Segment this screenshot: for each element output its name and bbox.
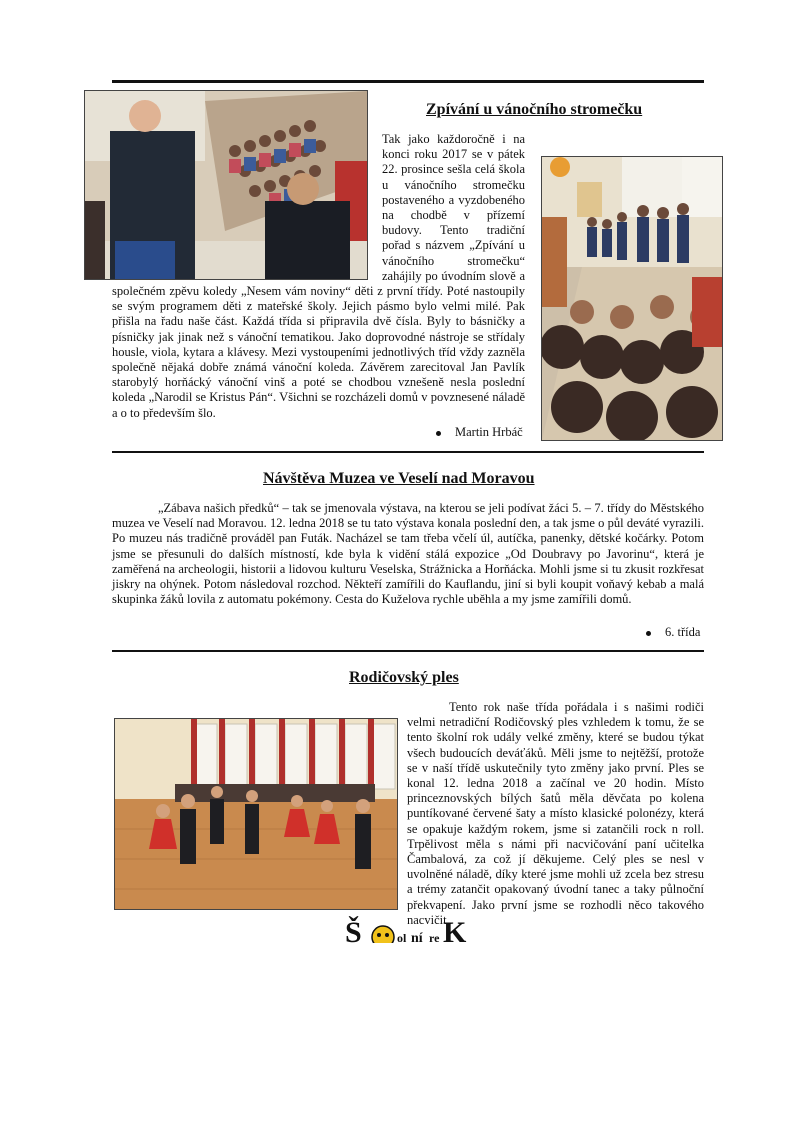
article-title-ball: Rodičovský ples [349, 669, 459, 686]
svg-text:ol: ol [397, 931, 407, 943]
divider-2 [112, 650, 704, 652]
article-author-museum [646, 625, 700, 640]
article-text-museum: „Zábava našich předků“ – tak se jmenovala výstava, na kterou se jeli podívat žáci 5. – 7. třídy do Městského muzea ve Veselí nad Moravou. 12. ledna 2018 se tu tato výstava konala poslední den, a tak jsme o půl deváté vyrazili. Po muzeu nás tradičně prováděl pan Futák. Nacházel se tam třeba včelí úl, autíčka, panenky, dětské kočárky. Potom jsme se přesunuli do dalších místností, kde byla k vidění stálá expozice „Od Doubravy po Javorinu“, která je zaměřená na archeologii, historii a lidovou kulturu Veselska, Strážnicka a Horňácka. Mohli jsme si tu zkusit rozkřesat jiskry na ohýnek. Potom následoval rozchod. Někteří zamířili do Kauflandu, jiní si byli koupit voňavý kebab a malá skupinka žáků lovila z automatu pokémony. Cesta do Kuželova rychle uběhla a my jsme zamířili domů. [112, 501, 704, 607]
svg-text:Š: Š [345, 916, 362, 943]
article-title-museum: Návštěva Muzea ve Veselí nad Moravou [263, 470, 535, 487]
article-text-ball: Tento rok naše třída pořádala i s našimi rodiči velmi netradiční Rodičovský ples vzhledem k tomu, že se tento školní rok udály velké změny, které se budou týkat všech budoucích deváťáků. Měli jsme to nejtěžší, protože se v naší třídě uskutečnily tyto změny jako první. Ples se konal 12. ledna 2018 a začínal ve 20 hodin. Místo princeznovských bílých šatů měla děvčata po kolena puntíkované červené šaty a místo klasické polonézy, která se opakuje každým rokem, jsme si zatančili rock n roll. Trpělivost měla s námi při nacvičování paní učitelka Čambalová, za což jí děkujeme. Celý ples se nesl v uvolněné náladě, díky které jsme mohli už zcela bez stresu a trémy zatančit opakovaný úvodní tanec a taky půlnoční překvapení. Jako první jsme se rozhodli něco takového nacvičit, [407, 700, 704, 927]
bullet-icon [646, 631, 651, 636]
article-title-singing: Zpívání u vánočního stromečku [426, 101, 643, 118]
article-text-singing: Tak jako každoročně i na konci roku 2017 se v pátek 22. prosince sešla celá škola u vánočního stromečku postaveného a vyzdobeného na chodbě v přízemí budovy. Tento tradiční pořad s názvem „Zpívání u vánočního stromečku“ zahájily po úvodním slově a společném zpěvu koledy „Nesem vám noviny“ děti z první třídy. Poté nastoupily se svým programem děti z mateřské školy. Jejich pásmo bylo velmi milé. Pak přišla na řadu naše část. Každá třída si připravila dvě čísla. Byly to básničky a písničky jak jinak než s vánoční tematikou. Jako doprovodné nástroje se střídaly housle, viola, kytara a klávesy. Mezi vystoupeními jednotlivých tříd vždy zazněla společně nějaká dobře známá vánoční koleda. Závěrem zarecitoval Jan Pavlík starobylý horňácký vánoční vinš a poté se chodbou vznešeně nesla poslední koleda „Narodil se Kristus Pán“. Všichni se rozcházeli domů v povznesené náladě a o to především šlo. [112, 132, 525, 420]
school-logo [345, 915, 470, 943]
author-name: Martin Hrbáč [455, 425, 523, 439]
svg-text:re: re [429, 931, 440, 943]
article-author-singing [436, 425, 523, 440]
author-name: 6. třída [665, 625, 701, 639]
svg-text:K: K [443, 916, 467, 943]
svg-text:ní: ní [411, 931, 423, 943]
bullet-icon [436, 431, 441, 436]
divider-1 [112, 451, 704, 453]
top-rule [112, 80, 704, 83]
